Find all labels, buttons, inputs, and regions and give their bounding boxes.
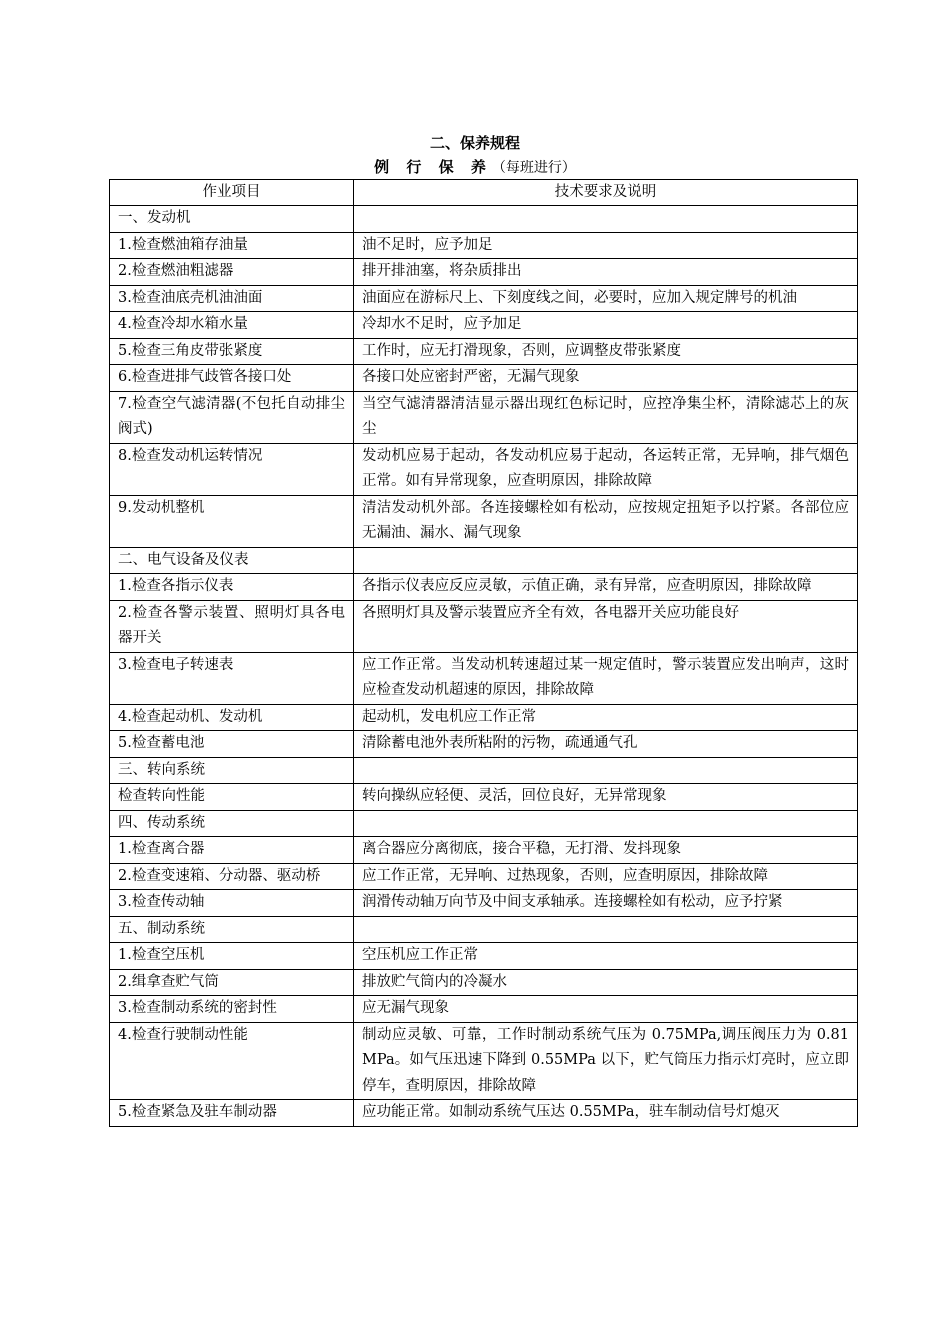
table-row: [110, 969, 858, 996]
row-desc: 转向操纵应轻便、灵活，回位良好，无异常现象: [354, 784, 858, 811]
page-title: 二、保养规程: [429, 134, 520, 152]
table-row: [110, 757, 858, 784]
row-desc: [354, 916, 858, 943]
table-row: [110, 285, 858, 312]
table-row: [110, 652, 858, 704]
row-desc: [354, 547, 858, 574]
table-row: [110, 704, 858, 731]
page-subtitle: [0, 157, 950, 178]
row-desc: 空压机应工作正常: [354, 943, 858, 970]
table-row: [110, 391, 858, 443]
table-row: [110, 731, 858, 758]
table-row: [110, 863, 858, 890]
row-desc: 起动机，发电机应工作正常: [354, 704, 858, 731]
row-desc: 油不足时，应予加足: [354, 232, 858, 259]
row-item: 五、制动系统: [110, 916, 354, 943]
row-item: 8.检查发动机运转情况: [110, 443, 354, 495]
table-row: [110, 810, 858, 837]
row-desc: 发动机应易于起动，各发动机应易于起动，各运转正常，无异响，排气烟色正常。如有异常现象，应查明原因，排除故障: [354, 443, 858, 495]
row-desc: 清洁发动机外部。各连接螺栓如有松动，应按规定扭矩予以拧紧。各部位应无漏油、漏水、漏气现象: [354, 495, 858, 547]
row-desc: [354, 757, 858, 784]
row-item: 4.检查行驶制动性能: [110, 1022, 354, 1100]
row-item: 3.检查油底壳机油油面: [110, 285, 354, 312]
table-row: [110, 1022, 858, 1100]
row-desc: 排放贮气筒内的冷凝水: [354, 969, 858, 996]
table-row: [110, 837, 858, 864]
row-item: 检查转向性能: [110, 784, 354, 811]
row-desc: 各接口处应密封严密，无漏气现象: [354, 365, 858, 392]
row-item: 5.检查三角皮带张紧度: [110, 338, 354, 365]
row-desc: [354, 206, 858, 233]
row-item: 3.检查传动轴: [110, 890, 354, 917]
row-item: 1.检查燃油箱存油量: [110, 232, 354, 259]
maintenance-table: [109, 179, 858, 1127]
table-row: [110, 784, 858, 811]
row-item: 5.检查蓄电池: [110, 731, 354, 758]
row-desc: 清除蓄电池外表所粘附的污物，疏通通气孔: [354, 731, 858, 758]
row-item: 一、发动机: [110, 206, 354, 233]
table-row: [110, 365, 858, 392]
row-desc: 应功能正常。如制动系统气压达 0.55MPa，驻车制动信号灯熄灭: [354, 1100, 858, 1127]
header-desc: 技术要求及说明: [354, 180, 858, 206]
table-row: [110, 890, 858, 917]
row-item: 1.检查离合器: [110, 837, 354, 864]
row-item: 1.检查空压机: [110, 943, 354, 970]
row-desc: 润滑传动轴万向节及中间支承轴承。连接螺栓如有松动，应予拧紧: [354, 890, 858, 917]
row-item: 2.缉拿查贮气筒: [110, 969, 354, 996]
table-row: [110, 916, 858, 943]
row-item: 9.发动机整机: [110, 495, 354, 547]
table-row: [110, 1100, 858, 1127]
row-item: 二、电气设备及仪表: [110, 547, 354, 574]
row-item: 3.检查制动系统的密封性: [110, 996, 354, 1023]
table-row: [110, 943, 858, 970]
table-row: [110, 443, 858, 495]
table-row: [110, 206, 858, 233]
header-item: 作业项目: [110, 180, 354, 206]
subtitle-note: （每班进行）: [491, 160, 576, 176]
row-desc: 各照明灯具及警示装置应齐全有效，各电器开关应功能良好: [354, 600, 858, 652]
row-desc: 排开排油塞，将杂质排出: [354, 259, 858, 286]
table-row: [110, 232, 858, 259]
row-item: 三、转向系统: [110, 757, 354, 784]
table-row: [110, 996, 858, 1023]
table-row: [110, 600, 858, 652]
row-desc: 离合器应分离彻底，接合平稳，无打滑、发抖现象: [354, 837, 858, 864]
row-desc: 油面应在游标尺上、下刻度线之间，必要时，应加入规定牌号的机油: [354, 285, 858, 312]
table-header-row: [110, 180, 858, 206]
subtitle-main: 例 行 保 养: [374, 158, 492, 176]
table-row: [110, 312, 858, 339]
table-row: [110, 574, 858, 601]
row-item: 3.检查电子转速表: [110, 652, 354, 704]
row-item: 4.检查冷却水箱水量: [110, 312, 354, 339]
row-item: 4.检查起动机、发动机: [110, 704, 354, 731]
row-desc: 工作时，应无打滑现象，否则，应调整皮带张紧度: [354, 338, 858, 365]
row-item: 2.检查变速箱、分动器、驱动桥: [110, 863, 354, 890]
row-desc: 当空气滤清器清洁显示器出现红色标记时，应控净集尘杯，清除滤芯上的灰尘: [354, 391, 858, 443]
row-desc: 冷却水不足时，应予加足: [354, 312, 858, 339]
row-desc: 制动应灵敏、可靠，工作时制动系统气压为 0.75MPa,调压阀压力为 0.81MPa。如气压迅速下降到 0.55MPa 以下，贮气筒压力指示灯亮时，应立即停车，查明原因，排除故障: [354, 1022, 858, 1100]
table-row: [110, 259, 858, 286]
row-item: 2.检查燃油粗滤器: [110, 259, 354, 286]
table-row: [110, 495, 858, 547]
table-row: [110, 547, 858, 574]
row-item: 1.检查各指示仪表: [110, 574, 354, 601]
row-item: 5.检查紧急及驻车制动器: [110, 1100, 354, 1127]
table-body: [110, 206, 858, 1127]
row-item: 6.检查进排气歧管各接口处: [110, 365, 354, 392]
table-row: [110, 338, 858, 365]
row-item: 2.检查各警示装置、照明灯具各电器开关: [110, 600, 354, 652]
row-desc: 各指示仪表应反应灵敏，示值正确，录有异常，应查明原因，排除故障: [354, 574, 858, 601]
row-desc: [354, 810, 858, 837]
row-desc: 应工作正常。当发动机转速超过某一规定值时，警示装置应发出响声，这时应检查发动机超速的原因，排除故障: [354, 652, 858, 704]
row-item: 7.检查空气滤清器(不包托自动排尘阀式): [110, 391, 354, 443]
row-desc: 应无漏气现象: [354, 996, 858, 1023]
row-desc: 应工作正常，无异响、过热现象，否则，应查明原因，排除故障: [354, 863, 858, 890]
row-item: 四、传动系统: [110, 810, 354, 837]
